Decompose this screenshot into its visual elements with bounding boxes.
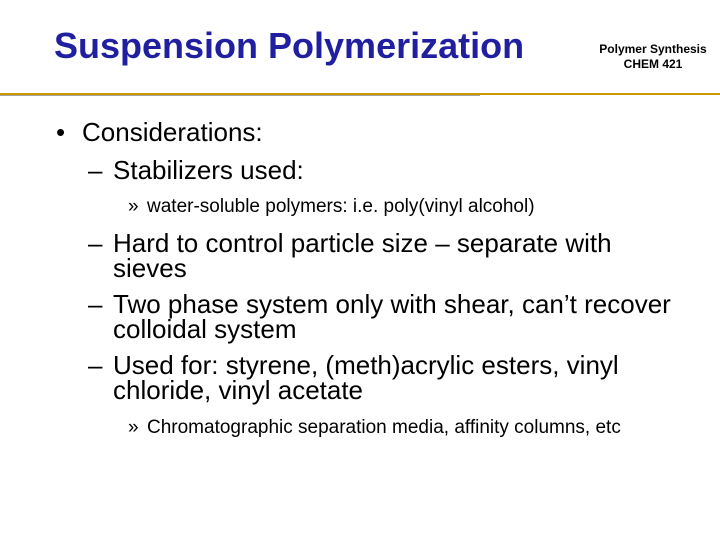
course-code: CHEM 421	[623, 57, 683, 71]
dash-icon: –	[88, 228, 103, 258]
considerations-heading	[56, 114, 263, 150]
title-divider-shadow	[0, 95, 480, 96]
course-name: Polymer Synthesis	[599, 42, 707, 56]
sub-bullet-icon: »	[128, 417, 139, 438]
list-item-text: Two phase system only with shear, can’t recover colloidal system	[113, 289, 671, 344]
list-item-text: Stabilizers used:	[113, 155, 304, 185]
dash-icon: –	[88, 350, 103, 380]
bullet-icon: •	[56, 117, 66, 147]
dash-icon: –	[88, 289, 103, 319]
sub-bullet-icon: »	[128, 196, 139, 217]
list-item-text: Used for: styrene, (meth)acrylic esters, vinyl chloride, vinyl acetate	[113, 350, 619, 405]
list-item-two-phase	[88, 289, 688, 344]
dash-icon: –	[88, 155, 103, 185]
slide-title: Suspension Polymerization	[54, 25, 525, 66]
list-item-text: Hard to control particle size – separate with sieves	[113, 228, 612, 283]
sub-item-water-soluble	[128, 198, 648, 216]
list-item-used-for	[88, 350, 688, 405]
heading-text: Considerations:	[82, 117, 263, 147]
course-label	[588, 42, 718, 72]
sub-item-text: water-soluble polymers: i.e. poly(vinyl alcohol)	[147, 196, 535, 217]
list-item-particle-size	[88, 228, 688, 283]
sub-item-chromatographic	[128, 419, 648, 437]
sub-item-text: Chromatographic separation media, affinity columns, etc	[147, 417, 621, 438]
list-item-stabilizers	[88, 155, 688, 185]
